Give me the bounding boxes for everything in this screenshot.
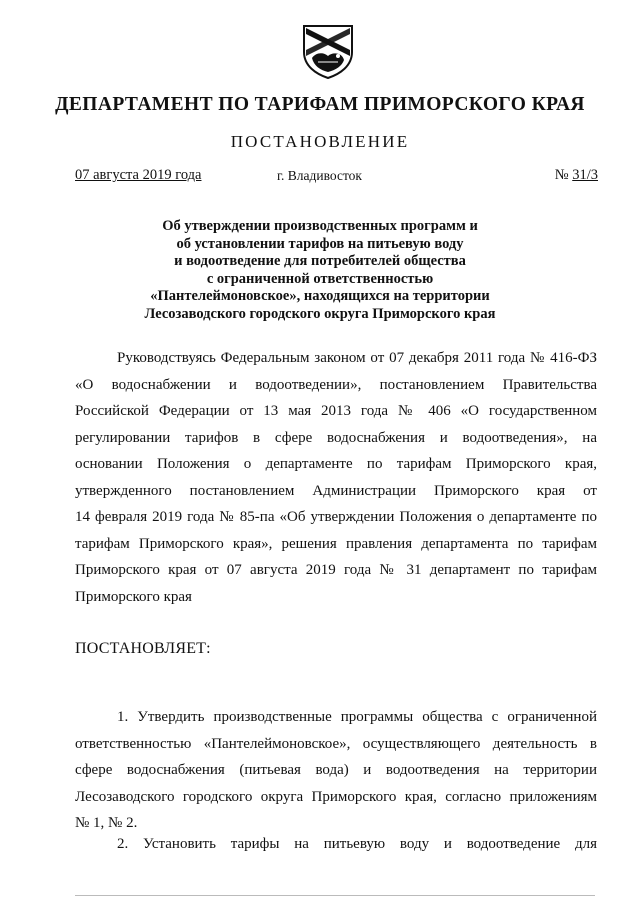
subject-line: об установлении тарифов на питьевую воду bbox=[176, 235, 464, 252]
document-date: 07 августа 2019 года bbox=[75, 167, 202, 183]
paragraph-line: Приморского края от 07 августа 2019 года № 31 департамент по тарифам bbox=[75, 562, 597, 578]
paragraph-line: утвержденного постановлением Администрации Приморского края от bbox=[75, 482, 597, 499]
preamble-paragraph bbox=[75, 345, 597, 610]
primorsky-krai-coat-of-arms-icon bbox=[298, 22, 358, 80]
paragraph-line: 14 февраля 2019 года № 85-па «Об утверждении Положения о департаменте по bbox=[75, 509, 597, 525]
subject-line: Об утверждении производственных программ и bbox=[162, 218, 478, 234]
number-value: 31/3 bbox=[572, 167, 598, 183]
document-subject bbox=[0, 218, 640, 323]
subject-line: Лесозаводского городского округа Приморского края bbox=[144, 305, 496, 322]
paragraph-line: тарифам Приморского края», решения правления департамента по тарифам bbox=[75, 535, 597, 552]
document-city: г. Владивосток bbox=[277, 168, 362, 183]
paragraph-line: 2. Установить тарифы на питьевую воду и водоотведение для bbox=[117, 836, 597, 852]
document-number bbox=[555, 167, 598, 184]
paragraph-line: 1. Утвердить производственные программы общества с ограниченной bbox=[117, 709, 597, 725]
paragraph-line: сфере водоснабжения (питьевая вода) и водоотведения на территории bbox=[75, 762, 597, 778]
item-1-paragraph bbox=[75, 704, 597, 837]
paragraph-line: Российской Федерации от 13 мая 2013 года № 406 «О государственном bbox=[75, 403, 597, 419]
paragraph-line: Лесозаводского городского округа Приморского края, согласно приложениям bbox=[75, 788, 597, 805]
paragraph-line: Приморского края bbox=[75, 588, 192, 605]
paragraph-line: основании Положения о департаменте по тарифам Приморского края, bbox=[75, 456, 597, 472]
page-bottom-divider bbox=[75, 895, 595, 896]
paragraph-line: «О водоснабжении и водоотведении», постановлением Правительства bbox=[75, 376, 597, 393]
item-2-paragraph bbox=[75, 831, 597, 858]
paragraph-line: ответственностью «Пантелеймоновское», осуществляющего деятельность в bbox=[75, 735, 597, 752]
paragraph-line: Руководствуясь Федеральным законом от 07 декабря 2011 года № 416-ФЗ bbox=[117, 350, 597, 366]
department-title: ДЕПАРТАМЕНТ ПО ТАРИФАМ ПРИМОРСКОГО КРАЯ bbox=[55, 94, 585, 115]
resolves-heading: ПОСТАНОВЛЯЕТ: bbox=[75, 640, 211, 657]
subject-line: «Пантелеймоновское», находящихся на территории bbox=[150, 288, 490, 304]
subject-line: с ограниченной ответственностью bbox=[206, 270, 434, 287]
subject-line: и водоотведение для потребителей общества bbox=[174, 253, 466, 269]
paragraph-line: регулировании тарифов в сфере водоснабжения и водоотведения», на bbox=[75, 429, 597, 446]
paragraph-line: № 1, № 2. bbox=[75, 815, 138, 831]
document-type: ПОСТАНОВЛЕНИЕ bbox=[230, 132, 410, 151]
number-prefix: № bbox=[554, 167, 573, 183]
